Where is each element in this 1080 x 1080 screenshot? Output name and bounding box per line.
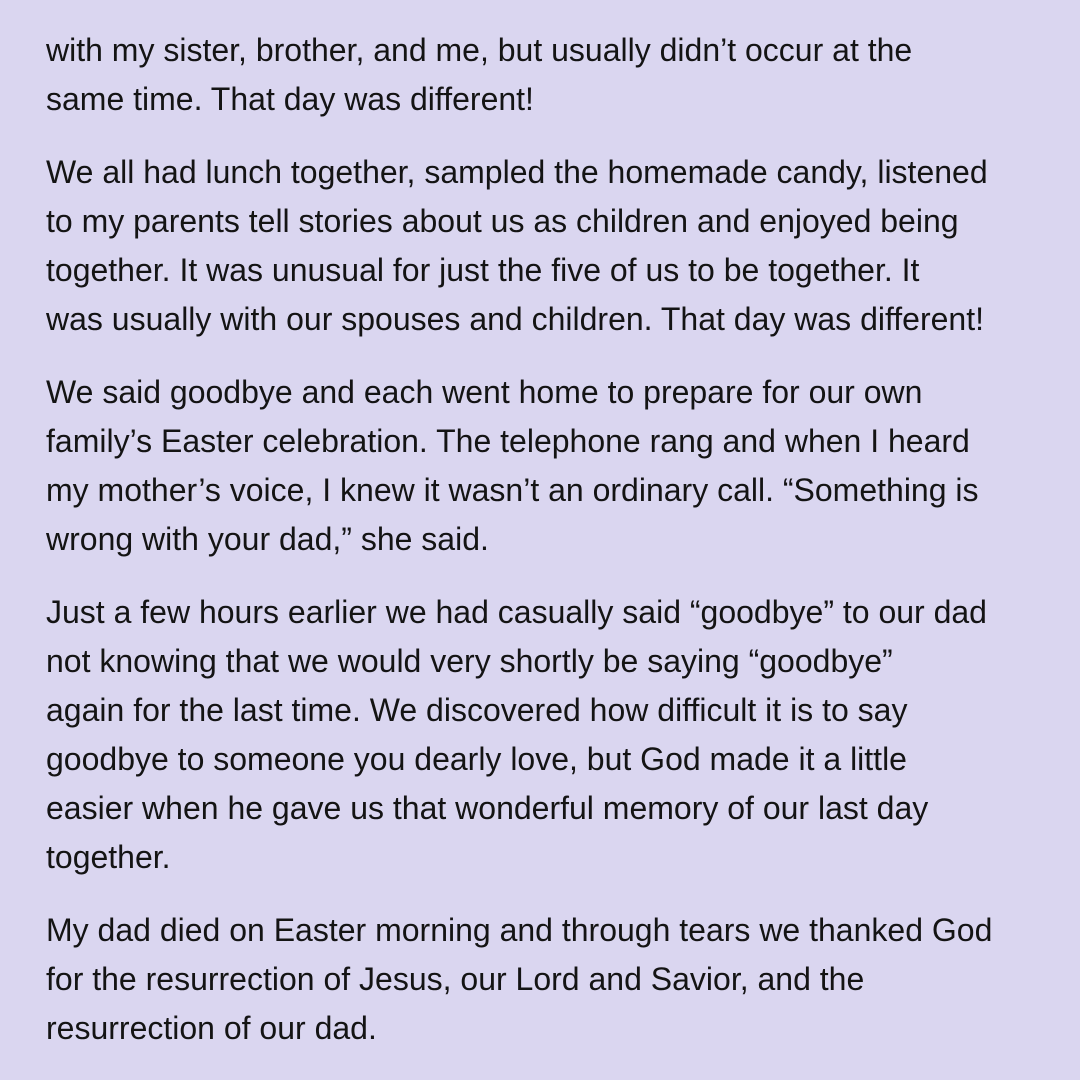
paragraph-3: We said goodbye and each went home to prepare for our own family’s Easter celebration. The telephone rang and when I heard my mother’s voice, I knew it wasn’t an ordinary call. “Something is wrong with your dad,” she said. xyxy=(46,374,979,557)
paragraph-4: Just a few hours earlier we had casually said “goodbye” to our dad not knowing that we would very shortly be saying “goodbye” again for the last time. We discovered how difficult it is to say goodbye to someone you dearly love, but God made it a little easier when he gave us that wonderful memory of our last day together. xyxy=(46,594,987,875)
paragraph-1: with my sister, brother, and me, but usually didn’t occur at the same time. That day was different! xyxy=(46,32,913,117)
paragraph-2: We all had lunch together, sampled the homemade candy, listened to my parents tell stories about us as children and enjoyed being together. It was unusual for just the five of us to be together. It was usually with our spouses and children. That day was different! xyxy=(46,154,988,337)
paragraph-5: My dad died on Easter morning and through tears we thanked God for the resurrection of Jesus, our Lord and Savior, and the resurrection of our dad. xyxy=(46,912,993,1046)
